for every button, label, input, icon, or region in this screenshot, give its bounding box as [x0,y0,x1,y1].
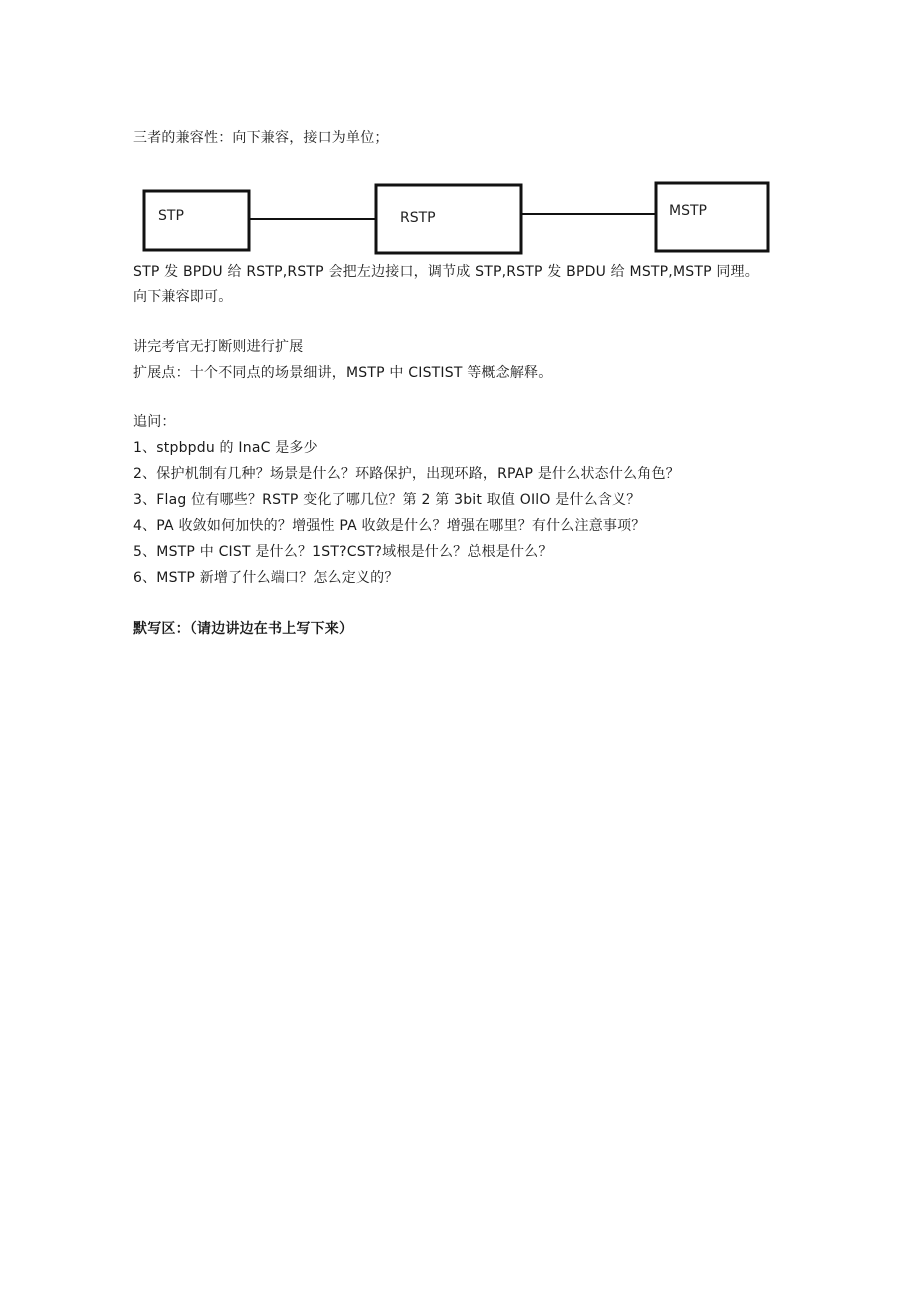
question-item: 1、stpbpdu 的 InaC 是多少 [133,440,318,456]
question-item: 5、MSTP 中 CIST 是什么？1ST?CST?域根是什么？总根是什么？ [133,544,553,560]
question-item: 4、PA 收敛如何加快的？增强性 PA 收敛是什么？增强在哪里？有什么注意事项？ [133,518,646,534]
followup-title: 追问： [133,414,176,430]
question-item: 2、保护机制有几种？场景是什么？环路保护，出现环路，RPAP 是什么状态什么角色？ [133,466,680,482]
explain-line-1: STP 发 BPDU 给 RSTP,RSTP 会把左边接口，调节成 STP,RSTP 发 BPDU 给 MSTP,MSTP 同理。 [133,264,759,280]
compatibility-diagram [0,0,920,270]
question-item: 6、MSTP 新增了什么端口？怎么定义的？ [133,570,399,586]
rstp-box-label: RSTP [400,210,436,226]
explain-line-2: 向下兼容即可。 [133,289,233,305]
question-item: 3、Flag 位有哪些？RSTP 变化了哪几位？第 2 第 3bit 取值 OIlO 是什么含义？ [133,492,641,508]
dictation-heading: 默写区：（请边讲边在书上写下来） [133,621,354,637]
compat-line: 三者的兼容性：向下兼容，接口为单位； [133,130,389,146]
extension-line-1: 讲完考官无打断则进行扩展 [133,339,304,355]
stp-box-label: STP [158,208,184,224]
extension-line-2: 扩展点：十个不同点的场景细讲，MSTP 中 CISTIST 等概念解释。 [133,365,553,381]
rstp-box [376,185,521,253]
mstp-box-label: MSTP [669,203,707,219]
